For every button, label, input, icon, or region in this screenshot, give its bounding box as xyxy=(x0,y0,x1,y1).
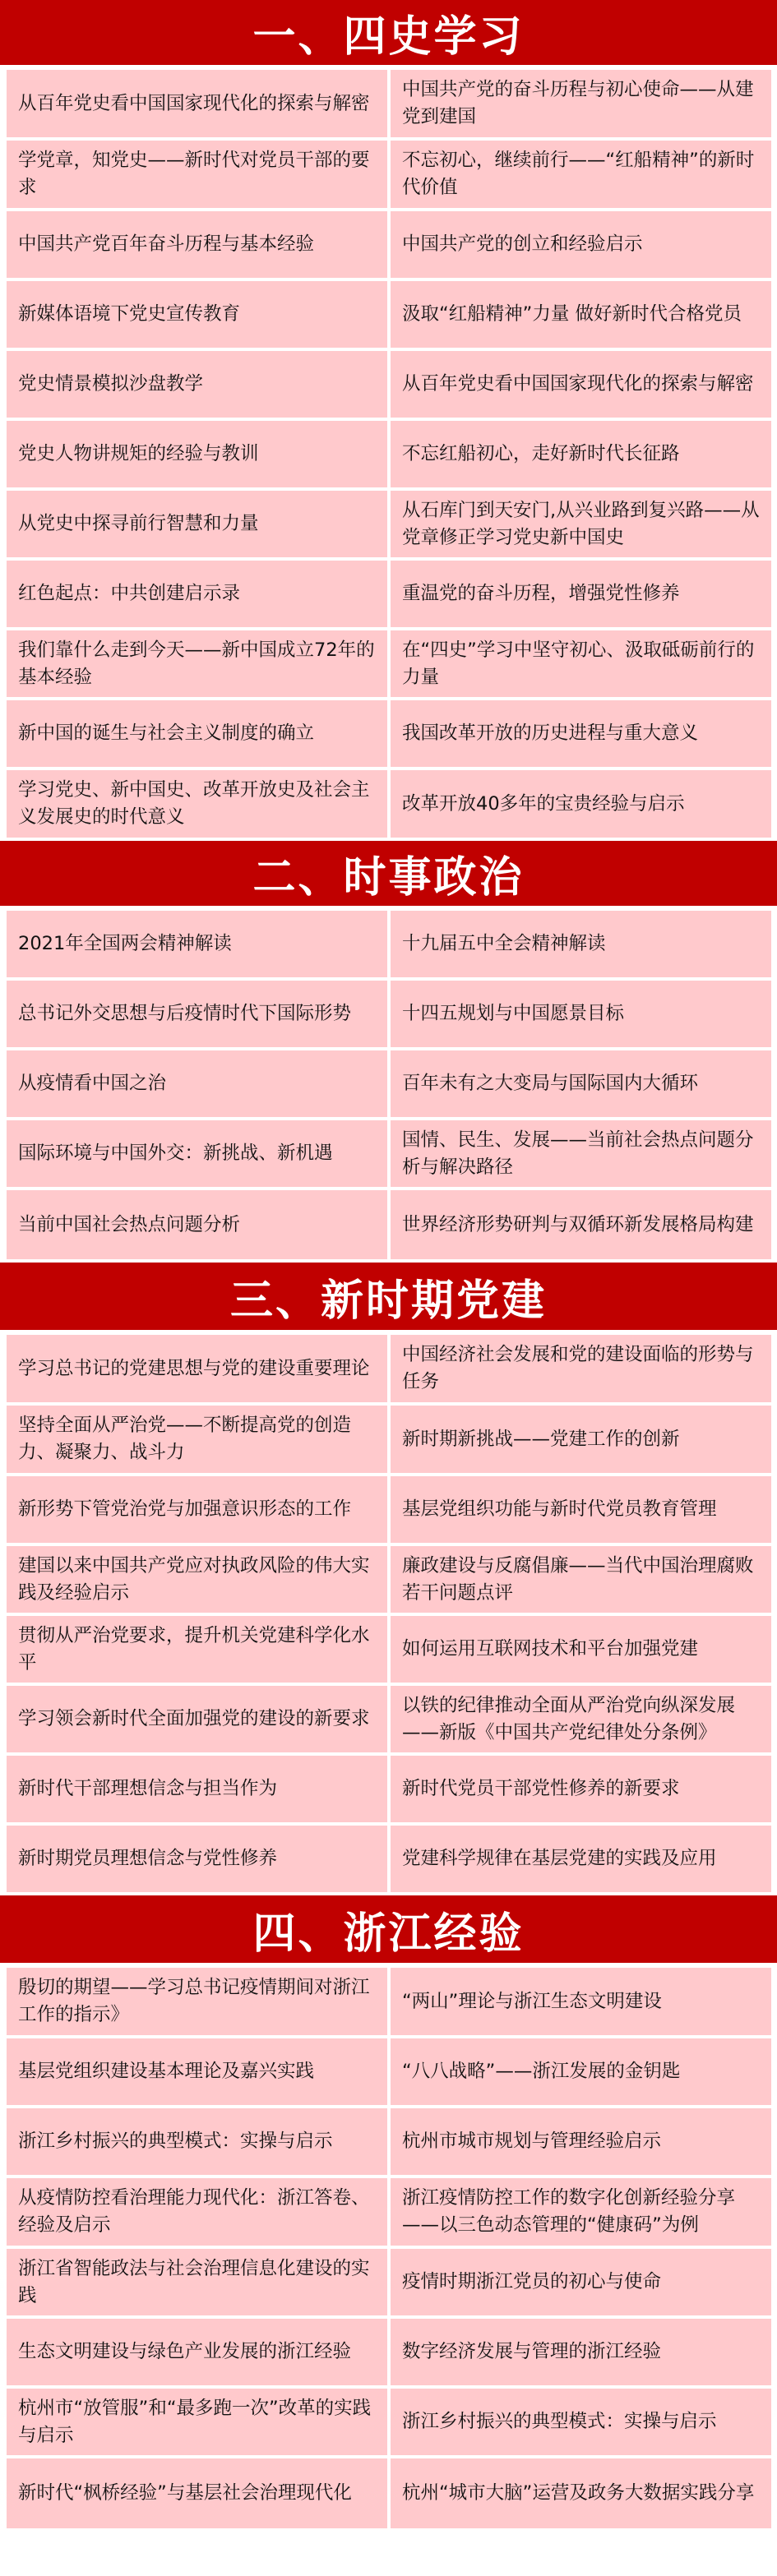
course-item-label: 浙江疫情防控工作的数字化创新经验分享——以三色动态管理的“健康码”为例 xyxy=(402,2187,736,2236)
course-item xyxy=(7,700,387,767)
course-item xyxy=(7,770,387,838)
course-item xyxy=(391,1120,771,1187)
course-item-label: 十四五规划与中国愿景目标 xyxy=(402,1003,625,1024)
course-item-label: 我们靠什么走到今天——新中国成立72年的基本经验 xyxy=(18,639,375,688)
course-item xyxy=(7,421,387,487)
course-item xyxy=(391,141,771,208)
course-item-label: 汲取“红船精神”力量 做好新时代合格党员 xyxy=(402,303,742,325)
course-item-label: 基层党组织功能与新时代党员教育管理 xyxy=(402,1498,717,1520)
course-item-label: 从党史中探寻前行智慧和力量 xyxy=(18,513,259,534)
course-item-label: 浙江省智能政法与社会治理信息化建设的实践 xyxy=(18,2257,370,2306)
section-title: 一、四史学习 xyxy=(0,0,777,67)
course-item xyxy=(7,1686,387,1752)
course-item xyxy=(7,211,387,278)
course-item xyxy=(7,281,387,348)
course-item xyxy=(391,70,771,137)
course-item-label: 学习领会新时代全面加强党的建设的新要求 xyxy=(18,1708,370,1729)
course-item-label: “两山”理论与浙江生态文明建设 xyxy=(402,1990,662,2012)
course-grid xyxy=(0,907,777,1263)
course-item-label: 新时代党员干部党性修养的新要求 xyxy=(402,1778,680,1799)
course-item xyxy=(391,2038,771,2105)
course-item-label: 总书记外交思想与后疫情时代下国际形势 xyxy=(18,1003,352,1024)
course-item-label: 廉政建设与反腐倡廉——当代中国治理腐败若干问题点评 xyxy=(402,1554,754,1604)
course-item-label: 不忘初心，继续前行——“红船精神”的新时代价值 xyxy=(402,150,755,198)
course-item-label: 党史情景模拟沙盘教学 xyxy=(18,373,204,395)
course-item-label: 新形势下管党治党与加强意识形态的工作 xyxy=(18,1498,352,1520)
course-item xyxy=(7,2178,387,2246)
course-item-label: 学习总书记的党建思想与党的建设重要理论 xyxy=(18,1357,370,1379)
course-item-label: 我国改革开放的历史进程与重大意义 xyxy=(402,722,699,744)
course-item-label: 新媒体语境下党史宣传教育 xyxy=(18,303,241,325)
course-item xyxy=(7,911,387,977)
course-item xyxy=(7,141,387,208)
course-item-label: 建国以来中国共产党应对执政风险的伟大实践及经验启示 xyxy=(18,1554,370,1604)
course-item xyxy=(391,211,771,278)
course-item-label: 新时代“枫桥经验”与基层社会治理现代化 xyxy=(18,2482,352,2504)
course-item xyxy=(391,1190,771,1259)
section-title: 二、时事政治 xyxy=(0,841,777,907)
course-item xyxy=(391,1476,771,1543)
course-item xyxy=(391,911,771,977)
course-item-label: 红色起点：中共创建启示录 xyxy=(18,583,241,604)
course-item xyxy=(391,700,771,767)
course-item-label: 以铁的纪律推动全面从严治党向纵深发展——新版《中国共产党纪律处分条例》 xyxy=(402,1694,736,1743)
course-item xyxy=(391,351,771,418)
course-item-label: 贯彻从严治党要求，提升机关党建科学化水平 xyxy=(18,1624,370,1673)
course-item-label: 在“四史”学习中坚守初心、汲取砥砺前行的力量 xyxy=(402,639,755,688)
course-item xyxy=(7,1406,387,1473)
course-item xyxy=(7,1335,387,1402)
course-item xyxy=(391,491,771,557)
course-item xyxy=(7,2389,387,2455)
course-item-label: 杭州“城市大脑”运营及政务大数据实践分享 xyxy=(402,2482,755,2504)
course-item xyxy=(7,2108,387,2175)
course-item xyxy=(7,2249,387,2315)
course-item xyxy=(7,491,387,557)
section-title: 三、新时期党建 xyxy=(0,1263,777,1332)
course-item xyxy=(391,1050,771,1117)
course-item xyxy=(7,561,387,627)
course-item-label: 新时代干部理想信念与担当作为 xyxy=(18,1778,278,1799)
course-item-label: 中国共产党的创立和经验启示 xyxy=(402,233,643,255)
course-item xyxy=(391,770,771,838)
section-title: 四、浙江经验 xyxy=(0,1895,777,1964)
course-item xyxy=(7,981,387,1047)
course-grid xyxy=(0,1332,777,1895)
course-item-label: 新中国的诞生与社会主义制度的确立 xyxy=(18,722,315,744)
course-item xyxy=(391,1968,771,2035)
course-item-label: 十九届五中全会精神解读 xyxy=(402,933,606,954)
course-item xyxy=(7,1050,387,1117)
course-item-label: “八八战略”——浙江发展的金钥匙 xyxy=(402,2061,681,2082)
course-item-label: 疫情时期浙江党员的初心与使命 xyxy=(402,2271,662,2292)
course-item xyxy=(391,1826,771,1892)
course-item xyxy=(7,630,387,697)
course-item-label: 从百年党史看中国国家现代化的探索与解密 xyxy=(402,373,754,395)
course-item xyxy=(391,1335,771,1402)
course-item xyxy=(391,2319,771,2385)
course-item-label: 新时期新挑战——党建工作的创新 xyxy=(402,1428,680,1450)
course-item-label: 坚持全面从严治党——不断提高党的创造力、凝聚力、战斗力 xyxy=(18,1415,352,1463)
course-item xyxy=(391,2249,771,2315)
course-item xyxy=(391,281,771,348)
course-item xyxy=(7,1616,387,1683)
course-item xyxy=(391,2178,771,2246)
course-item-label: 国际环境与中国外交：新挑战、新机遇 xyxy=(18,1143,333,1164)
course-item xyxy=(7,1756,387,1822)
course-item xyxy=(391,1406,771,1473)
course-item xyxy=(391,421,771,487)
course-item-label: 重温党的奋斗历程，增强党性修养 xyxy=(402,583,680,604)
course-item-label: 中国经济社会发展和党的建设面临的形势与任务 xyxy=(402,1344,754,1392)
course-item-label: 浙江乡村振兴的典型模式：实操与启示 xyxy=(18,2131,333,2152)
course-item-label: 殷切的期望——学习总书记疫情期间对浙江工作的指示》 xyxy=(18,1977,370,2025)
course-item-label: 国情、民生、发展——当前社会热点问题分析与解决路径 xyxy=(402,1129,754,1178)
course-item xyxy=(391,561,771,627)
course-item xyxy=(391,1756,771,1822)
course-item-label: 党建科学规律在基层党建的实践及应用 xyxy=(402,1848,717,1869)
course-item xyxy=(391,1616,771,1683)
course-item xyxy=(7,2038,387,2105)
course-item xyxy=(391,2108,771,2175)
course-item-label: 从疫情看中国之治 xyxy=(18,1073,167,1094)
course-item xyxy=(7,1476,387,1543)
course-item-label: 如何运用互联网技术和平台加强党建 xyxy=(402,1638,699,1660)
course-item-label: 新时期党员理想信念与党性修养 xyxy=(18,1848,278,1869)
course-item xyxy=(391,2389,771,2455)
course-item xyxy=(7,1120,387,1187)
course-grid xyxy=(0,67,777,841)
course-item-label: 百年未有之大变局与国际国内大循环 xyxy=(402,1073,699,1094)
course-item-label: 中国共产党百年奋斗历程与基本经验 xyxy=(18,233,315,255)
course-item-label: 基层党组织建设基本理论及嘉兴实践 xyxy=(18,2061,315,2082)
course-item-label: 当前中国社会热点问题分析 xyxy=(18,1213,241,1235)
course-item-label: 生态文明建设与绿色产业发展的浙江经验 xyxy=(18,2341,352,2362)
course-item xyxy=(7,2319,387,2385)
course-item-label: 浙江乡村振兴的典型模式：实操与启示 xyxy=(402,2411,717,2432)
course-item-label: 2021年全国两会精神解读 xyxy=(18,933,232,954)
course-item-label: 杭州市“放管服”和“最多跑一次”改革的实践与启示 xyxy=(18,2397,372,2446)
course-item-label: 数字经济发展与管理的浙江经验 xyxy=(402,2341,662,2362)
course-item-label: 党史人物讲规矩的经验与教训 xyxy=(18,443,259,464)
course-item xyxy=(7,1190,387,1259)
course-item-label: 从百年党史看中国国家现代化的探索与解密 xyxy=(18,92,370,114)
course-item-label: 改革开放40多年的宝贵经验与启示 xyxy=(402,792,685,815)
course-item xyxy=(7,1968,387,2035)
course-item xyxy=(7,70,387,137)
course-item xyxy=(7,1546,387,1613)
course-item-label: 世界经济形势研判与双循环新发展格局构建 xyxy=(402,1213,754,1235)
course-item-label: 学习党史、新中国史、改革开放史及社会主义发展史的时代意义 xyxy=(18,779,370,828)
course-item-label: 学党章，知党史——新时代对党员干部的要求 xyxy=(18,150,370,198)
course-item-label: 中国共产党的奋斗历程与初心使命——从建党到建国 xyxy=(402,79,754,127)
course-item-label: 不忘红船初心，走好新时代长征路 xyxy=(402,443,680,464)
course-item-label: 从疫情防控看治理能力现代化：浙江答卷、经验及启示 xyxy=(18,2187,370,2236)
course-item xyxy=(391,1546,771,1613)
course-item xyxy=(391,2458,771,2528)
course-item xyxy=(391,630,771,697)
course-item xyxy=(7,2458,387,2528)
course-item-label: 杭州市城市规划与管理经验启示 xyxy=(402,2131,662,2152)
course-item xyxy=(7,1826,387,1892)
course-grid xyxy=(0,1964,777,2532)
course-item xyxy=(391,981,771,1047)
course-item xyxy=(7,351,387,418)
course-item-label: 从石库门到天安门,从兴业路到复兴路——从党章修正学习党史新中国史 xyxy=(402,499,760,548)
course-item xyxy=(391,1686,771,1752)
